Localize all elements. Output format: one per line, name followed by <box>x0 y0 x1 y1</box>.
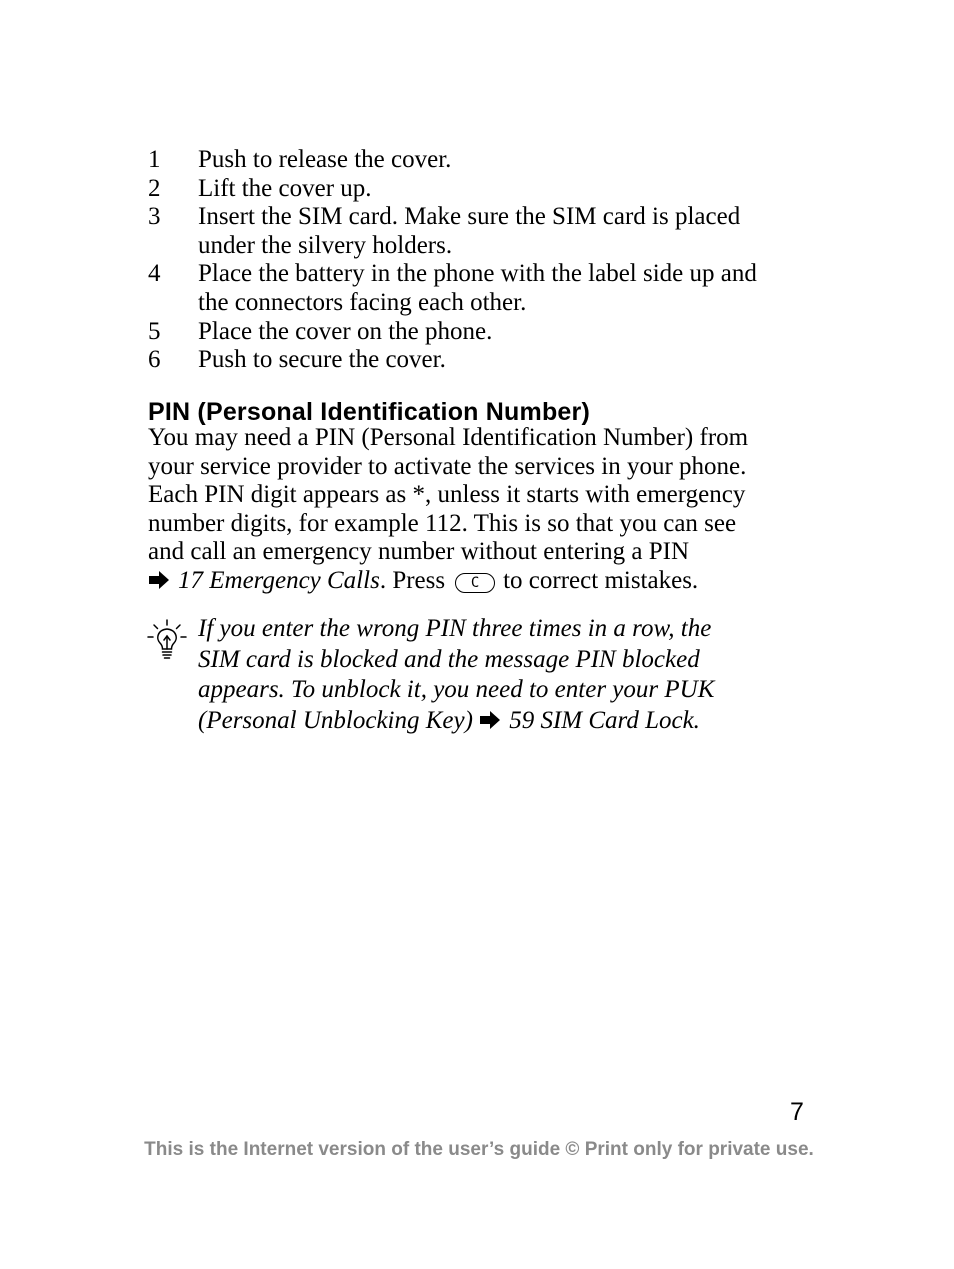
step-line: Place the battery in the phone with the label side up and <box>198 260 757 288</box>
step-line: under the silvery holders. <box>198 231 453 259</box>
step-number: 5 <box>148 317 161 345</box>
step-4 <box>148 260 828 317</box>
note-line-ref <box>198 706 818 737</box>
pin-paragraph <box>148 424 828 596</box>
paragraph-line-ref <box>148 567 828 596</box>
tip-note <box>198 614 818 736</box>
note-line: appears. To unblock it, you need to enter your PUK <box>198 676 715 704</box>
arrow-right-icon <box>479 711 501 729</box>
step-text <box>198 260 828 317</box>
step-line: the connectors facing each other. <box>198 288 527 316</box>
step-6 <box>148 346 828 375</box>
section-heading: PIN (Personal Identification Number) <box>148 398 590 426</box>
footer-notice: This is the Internet version of the user’s guide © Print only for private use. <box>144 1139 814 1160</box>
step-text: Push to secure the cover. <box>198 346 446 374</box>
note-text: (Personal Unblocking Key) <box>198 706 473 734</box>
paragraph-line: and call an emergency number without entering a PIN <box>148 538 690 566</box>
note-line: If you enter the wrong PIN three times in a row, the <box>198 615 712 642</box>
step-2 <box>148 175 828 204</box>
paragraph-line: Each PIN digit appears as *, unless it starts with emergency <box>148 481 746 509</box>
cross-reference-link[interactable]: 17 Emergency Calls <box>178 566 380 594</box>
step-text: Push to release the cover. <box>198 146 452 173</box>
step-5 <box>148 318 828 347</box>
step-line: Insert the SIM card. Make sure the SIM card is placed <box>198 203 741 231</box>
page-number: 7 <box>790 1098 804 1126</box>
step-number: 1 <box>148 146 161 173</box>
arrow-right-icon <box>148 571 170 589</box>
step-number: 6 <box>148 346 161 374</box>
paragraph-line: your service provider to activate the services in your phone. <box>148 452 747 480</box>
instruction-steps <box>148 146 828 375</box>
step-number: 3 <box>148 203 161 231</box>
cross-reference-link[interactable]: 59 SIM Card Lock. <box>509 706 700 734</box>
step-text: Place the cover on the phone. <box>198 317 493 345</box>
step-3 <box>148 203 828 260</box>
note-line: SIM card is blocked and the message PIN blocked <box>198 645 700 673</box>
paragraph-line: You may need a PIN (Personal Identification Number) from <box>148 424 749 451</box>
paragraph-line: number digits, for example 112. This is so that you can see <box>148 509 737 537</box>
lightbulb-icon <box>146 618 188 660</box>
c-key-icon: C <box>455 573 495 593</box>
step-number: 2 <box>148 174 161 202</box>
step-text <box>198 203 828 260</box>
step-number: 4 <box>148 260 161 288</box>
correct-text: to correct mistakes. <box>503 566 699 594</box>
press-text: . Press <box>379 566 446 594</box>
step-text: Lift the cover up. <box>198 174 372 202</box>
step-1 <box>148 146 828 175</box>
